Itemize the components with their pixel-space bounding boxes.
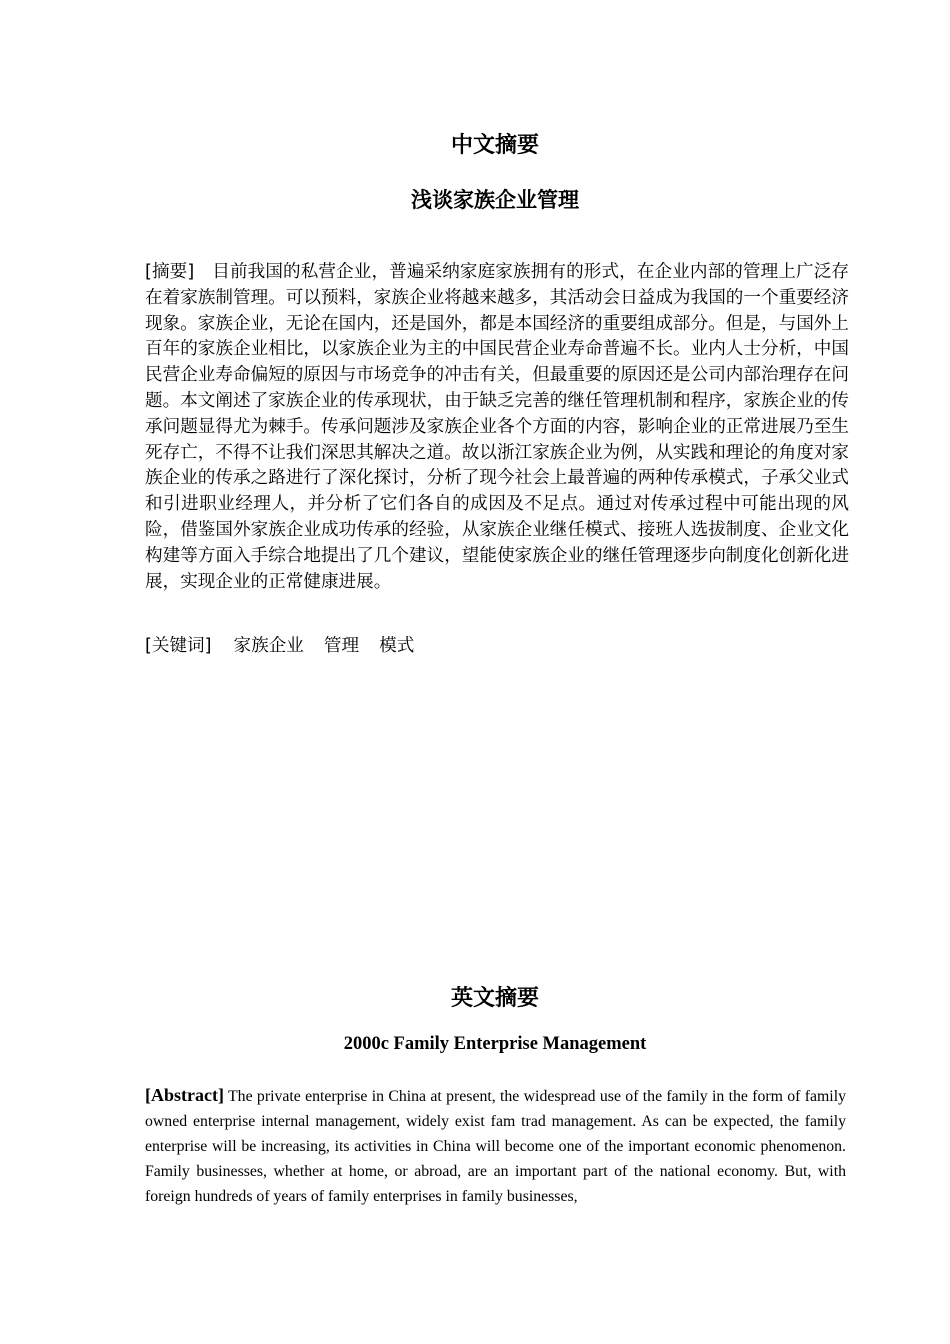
keyword-item: 家族企业 (233, 636, 304, 656)
chinese-keywords-label: [关键词] (145, 636, 212, 656)
english-abstract-text: The private enterprise in China at present, the widespread use of the family in the form of family owned enterprise internal management, widely exist fam trad management. As can be expected, the family enterprise will be increasing, its activities in China will become one of the important economic phenomenon. Family businesses, whether at home, or abroad, are an important part of the national economy. But, with foreign hundreds of years of family enterprises in family businesses, (145, 1088, 846, 1205)
chinese-keywords-line (145, 634, 434, 660)
english-abstract-label: [Abstract] (145, 1085, 224, 1105)
chinese-abstract-label: [摘要] (145, 262, 195, 282)
chinese-abstract-paragraph (145, 260, 849, 595)
english-abstract-heading: 英文摘要 (450, 986, 539, 1011)
english-abstract-paragraph (145, 1083, 846, 1209)
chinese-abstract-text: 目前我国的私营企业，普遍采纳家庭家族拥有的形式，在企业内部的管理上广泛存在着家族制管理。可以预料，家族企业将越来越多，其活动会日益成为我国的一个重要经济现象。家族企业，无论在国内，还是国外，都是本国经济的重要组成部分。但是，与国外上百年的家族企业相比，以家族企业为主的中国民营企业寿命普遍不长。业内人士分析，中国民营企业寿命偏短的原因与市场竞争的冲击有关，但最重要的原因还是公司内部治理存在问题。本文阐述了家族企业的传承现状，由于缺乏完善的继任管理机制和程序，家族企业的传承问题显得尤为棘手。传承问题涉及家族企业各个方面的内容，影响企业的正常进展乃至生死存亡，不得不让我们深思其解决之道。故以浙江家族企业为例，从实践和理论的角度对家族企业的传承之路进行了深化探讨，分析了现今社会上最普遍的两种传承模式，子承父业式和引进职业经理人，并分析了它们各自的成因及不足点。通过对传承过程中可能出现的风险，借鉴国外家族企业成功传承的经验，从家族企业继任模式、接班人选拔制度、企业文化构建等方面入手综合地提出了几个建议，望能使家族企业的继任管理逐步向制度化创新化进展，实现企业的正常健康进展。 (145, 262, 849, 592)
keyword-item: 模式 (379, 636, 415, 656)
english-paper-title: 2000c Family Enterprise Management (343, 1034, 647, 1054)
chinese-paper-title: 浅谈家族企业管理 (411, 188, 579, 212)
keyword-item: 管理 (323, 636, 360, 656)
chinese-abstract-heading: 中文摘要 (450, 133, 539, 158)
